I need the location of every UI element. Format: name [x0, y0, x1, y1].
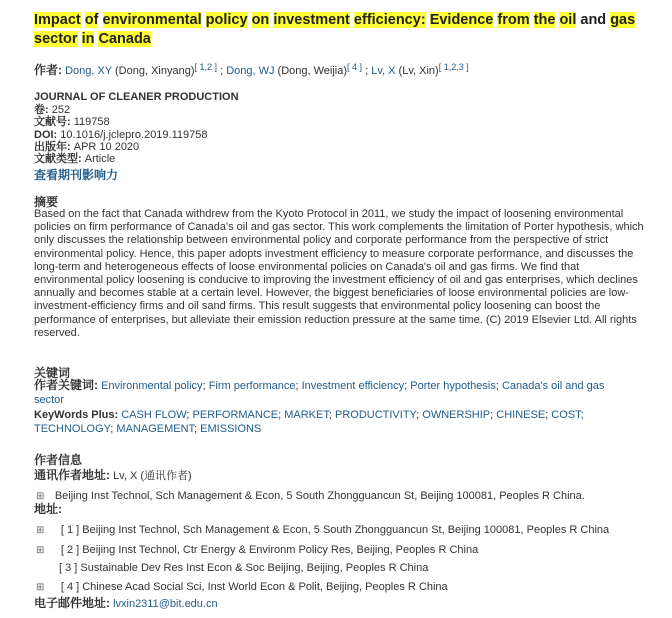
authors-label: 作者:: [34, 63, 62, 77]
journal-impact-link[interactable]: 查看期刊影响力: [34, 168, 119, 182]
expand-icon[interactable]: ⊞: [36, 525, 45, 536]
title-word: investment: [273, 12, 350, 28]
keywords-plus-label: KeyWords Plus:: [34, 409, 119, 421]
author-link[interactable]: Lv, X: [371, 65, 396, 77]
title-word: Evidence: [429, 12, 494, 28]
keyword-separator: ;: [186, 409, 193, 421]
title-word: sector: [34, 31, 78, 47]
doc-type-label: 文献类型:: [34, 153, 82, 165]
article-number-value: 119758: [73, 116, 110, 128]
expand-icon[interactable]: ⊞: [36, 491, 45, 502]
doi-label: DOI:: [34, 129, 58, 141]
author-link[interactable]: Dong, XY: [65, 65, 112, 77]
abstract-text: Based on the fact that Canada withdrew from the Kyoto Protocol in 2011, we study the impact of loosening environmental policies on firm performance of Canada's oil and gas sector. This work complements the limitation of Porter hypothesis, which only discusses the relationship between environmental policy and corporate performance from the perspective of strict environmental policy. Hence, this paper adopts investment efficiency to measure corporate performance, and discusses the long-term and heterogeneous effects of loose environmental policies on Canada's oil and gas firms. We find that environmental policy loosening is conducive to improving the investment efficiency of oil and gas enterprises, which declines annually and becomes stable at a certain level. However, the biggest beneficiaries of loose environmental policies are low-investment-efficiency firms and oil sand firms. This result suggests that environmental policy loosening can boost the performance of enterprises, but alleviate their emission reduction pressure at the same time. (C) 2019 Elsevier Ltd. All rights reserved.: [34, 208, 644, 339]
title-word: Canada: [98, 31, 151, 47]
author-fullname: (Dong, Weijia): [274, 65, 348, 77]
keyword-separator: ;: [416, 409, 423, 421]
address-row: [36, 577, 448, 595]
pub-date-value: APR 10 2020: [73, 141, 140, 153]
keyword-plus-link[interactable]: CHINESE: [496, 409, 546, 421]
title-space: [78, 31, 82, 47]
keyword-separator: ;: [202, 380, 209, 392]
title-word: oil: [559, 12, 577, 28]
keyword-link[interactable]: Firm performance: [208, 380, 296, 392]
keyword-link[interactable]: Environmental policy: [101, 380, 203, 392]
keyword-separator: ;: [404, 380, 411, 392]
author-link[interactable]: Dong, WJ: [226, 65, 275, 77]
email-link[interactable]: lvxin2311@bit.edu.cn: [113, 598, 218, 610]
keyword-link[interactable]: Investment efficiency: [301, 380, 405, 392]
keyword-plus-link[interactable]: TECHNOLOGY: [34, 423, 111, 435]
author-info-heading: 作者信息: [34, 453, 83, 467]
pub-date-label: 出版年:: [34, 141, 71, 153]
keyword-separator: ;: [328, 409, 335, 421]
keyword-plus-link[interactable]: PRODUCTIVITY: [334, 409, 417, 421]
keyword-link[interactable]: Canada's oil and gas sector: [34, 380, 605, 406]
reprint-author-value: Lv, X (通讯作者): [113, 470, 192, 482]
address-row: [36, 540, 478, 558]
title-word: the: [533, 12, 556, 28]
keyword-plus-link[interactable]: OWNERSHIP: [422, 409, 491, 421]
keyword-separator: ;: [278, 409, 285, 421]
keyword-separator: ;: [495, 380, 502, 392]
author-affiliation-ref[interactable]: [ 1,2 ]: [194, 62, 218, 72]
keyword-plus-link[interactable]: EMISSIONS: [200, 423, 262, 435]
journal-name: JOURNAL OF CLEANER PRODUCTION: [34, 91, 239, 103]
address-row: [36, 520, 609, 538]
email-line: [34, 594, 218, 611]
reprint-address-line: [36, 486, 585, 504]
author-keywords: [34, 378, 634, 407]
keyword-plus-link[interactable]: MARKET: [284, 409, 329, 421]
keywords-heading: 关键词: [34, 366, 71, 380]
keyword-plus-link[interactable]: PERFORMANCE: [192, 409, 279, 421]
title-word: of: [84, 12, 99, 28]
title-space: [248, 12, 252, 28]
doc-type-value: Article: [84, 153, 116, 165]
volume-label: 卷:: [34, 104, 49, 116]
author-fullname: (Dong, Xinyang): [111, 65, 195, 77]
title-word: from: [497, 12, 530, 28]
reprint-address: Beijing Inst Technol, Sch Management & Econ, 5 South Zhongguancun St, Beijing 100081, Peoples R China.: [54, 490, 585, 502]
author-affiliation-ref[interactable]: [ 1,2,3 ]: [438, 62, 469, 72]
keyword-separator: ;: [110, 423, 117, 435]
title-space: and: [576, 12, 611, 28]
title-word: gas: [610, 12, 636, 28]
article-number-label: 文献号:: [34, 116, 71, 128]
address-row: [59, 558, 428, 576]
author-separator: ;: [362, 65, 372, 77]
keyword-link[interactable]: Porter hypothesis: [410, 380, 496, 392]
keyword-separator: ;: [490, 409, 497, 421]
title-word: in: [81, 31, 95, 47]
title-space: [98, 12, 102, 28]
title-word: Impact: [34, 12, 81, 28]
doc-type-line: [34, 153, 115, 165]
article-number-line: [34, 116, 110, 128]
keyword-separator: ;: [295, 380, 302, 392]
doi-line: [34, 129, 208, 141]
expand-icon[interactable]: ⊞: [36, 545, 45, 556]
keywords-plus: [34, 408, 634, 436]
title-word: policy: [205, 12, 248, 28]
reprint-author-line: [34, 466, 192, 483]
title-word: environmental: [102, 12, 202, 28]
author-affiliation-ref[interactable]: [ 4 ]: [347, 62, 363, 72]
pub-date-line: [34, 141, 139, 153]
volume-value: 252: [51, 104, 71, 116]
address-text: [ 1 ] Beijing Inst Technol, Sch Management & Econ, 5 South Zhongguancun St, Beijing 100081, Peoples R China: [60, 524, 610, 536]
authors-line: [34, 61, 469, 78]
title-word: on: [251, 12, 270, 28]
doi-value: 10.1016/j.jclepro.2019.119758: [60, 129, 208, 141]
keyword-separator: ;: [194, 423, 201, 435]
email-label: 电子邮件地址:: [34, 596, 110, 610]
address-label: 地址:: [34, 502, 62, 516]
keyword-plus-link[interactable]: COST: [551, 409, 581, 421]
title-word: efficiency:: [353, 12, 426, 28]
volume-line: [34, 104, 70, 116]
article-title: [34, 11, 644, 49]
expand-icon[interactable]: ⊞: [36, 582, 45, 593]
author-keywords-label: 作者关键词:: [34, 378, 98, 392]
reprint-author-label: 通讯作者地址:: [34, 468, 110, 482]
author-fullname: (Lv, Xin): [395, 65, 439, 77]
keyword-separator: ;: [545, 409, 552, 421]
keyword-separator: ;: [580, 409, 584, 421]
abstract-heading: 摘要: [34, 195, 59, 209]
address-text: [ 4 ] Chinese Acad Social Sci, Inst World Econ & Polit, Beijing, Peoples R China: [60, 581, 448, 593]
author-separator: ;: [217, 65, 227, 77]
keyword-plus-link[interactable]: CASH FLOW: [121, 409, 187, 421]
address-text: [ 2 ] Beijing Inst Technol, Ctr Energy & Environm Policy Res, Beijing, Peoples R China: [60, 544, 479, 556]
address-text: [ 3 ] Sustainable Dev Res Inst Econ & Soc Beijing, Beijing, Peoples R China: [59, 562, 429, 574]
keyword-plus-link[interactable]: MANAGEMENT: [116, 423, 195, 435]
